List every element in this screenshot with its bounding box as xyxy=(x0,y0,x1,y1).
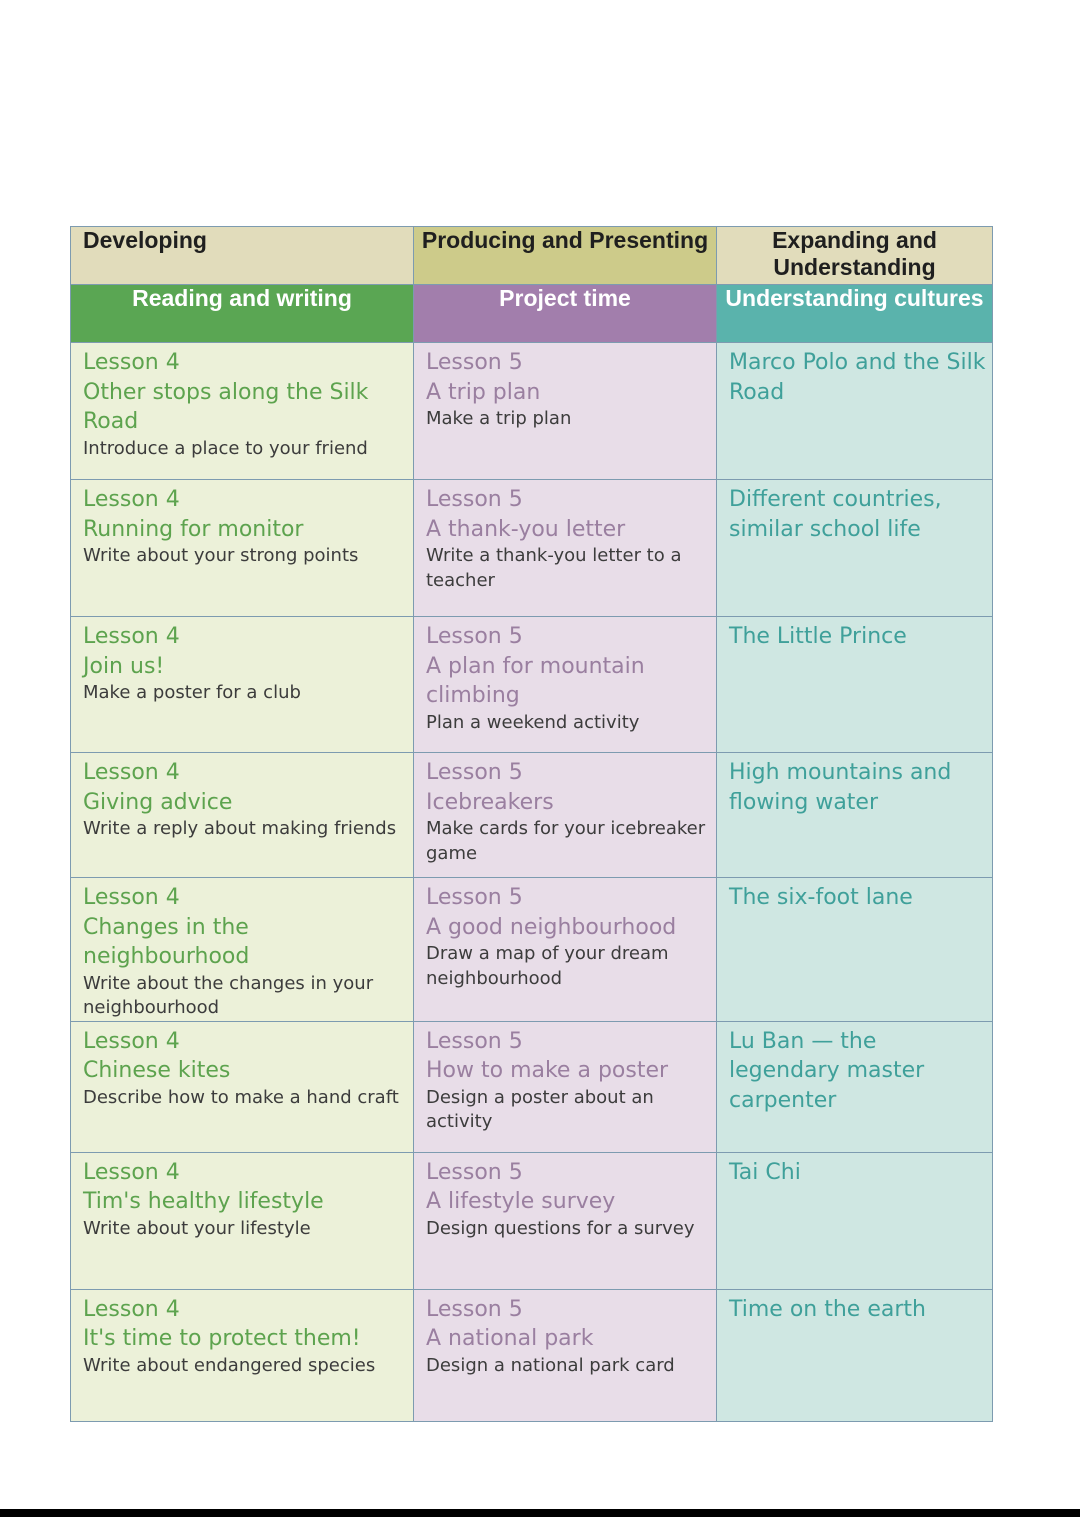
developing-cell xyxy=(71,1021,414,1152)
lesson-task: Write about your strong points xyxy=(83,545,359,566)
bottom-bar xyxy=(0,1509,1080,1517)
table-row xyxy=(71,1289,993,1421)
culture-title: High mountains and flowing water xyxy=(729,760,952,815)
contents-table xyxy=(70,226,993,1422)
culture-cell xyxy=(717,878,993,1022)
lesson-title: Join us! xyxy=(83,653,165,679)
lesson-number: Lesson 4 xyxy=(83,1028,180,1054)
lesson-number: Lesson 5 xyxy=(426,1159,523,1185)
project-cell xyxy=(414,480,717,617)
table-row xyxy=(71,617,993,753)
lesson-title: Icebreakers xyxy=(426,789,554,815)
culture-title: Lu Ban — the legendary master carpenter xyxy=(729,1028,925,1113)
culture-title: The Little Prince xyxy=(729,624,907,649)
lesson-number: Lesson 5 xyxy=(426,1028,523,1054)
header-expanding-understanding: Expanding and Understanding xyxy=(717,227,993,285)
lesson-title: A plan for mountain climbing xyxy=(426,653,645,708)
lesson-title: Other stops along the Silk Road xyxy=(83,379,369,434)
developing-cell xyxy=(71,480,414,617)
lesson-task: Design questions for a survey xyxy=(426,1217,695,1239)
culture-title: Marco Polo and the Silk Road xyxy=(729,350,986,405)
developing-cell xyxy=(71,617,414,753)
table-row xyxy=(71,1152,993,1289)
lesson-number: Lesson 5 xyxy=(426,350,523,375)
lesson-number: Lesson 4 xyxy=(83,885,180,910)
project-cell xyxy=(414,1021,717,1152)
lesson-task: Write a thank-you letter to a teacher xyxy=(426,545,682,591)
culture-title: The six-foot lane xyxy=(729,885,913,910)
lesson-task: Make cards for your icebreaker game xyxy=(426,818,706,864)
lesson-number: Lesson 4 xyxy=(83,1159,180,1185)
lesson-title: Running for monitor xyxy=(83,516,304,542)
lesson-title: Chinese kites xyxy=(83,1058,231,1083)
culture-title: Different countries, similar school life xyxy=(729,487,942,542)
project-cell xyxy=(414,1152,717,1289)
lesson-number: Lesson 5 xyxy=(426,885,523,910)
lesson-task: Write about the changes in your neighbourhood xyxy=(83,972,374,1018)
project-cell xyxy=(414,1289,717,1421)
lesson-number: Lesson 5 xyxy=(426,487,523,512)
header-developing: Developing xyxy=(71,227,414,285)
lesson-title: Changes in the neighbourhood xyxy=(83,914,250,969)
developing-cell xyxy=(71,753,414,878)
project-cell xyxy=(414,753,717,878)
subheader-reading-writing: Reading and writing xyxy=(71,285,414,343)
culture-cell xyxy=(717,753,993,878)
culture-cell xyxy=(717,1152,993,1289)
lesson-number: Lesson 5 xyxy=(426,760,523,785)
project-cell xyxy=(414,343,717,480)
lesson-task: Describe how to make a hand craft xyxy=(83,1086,399,1108)
developing-cell xyxy=(71,878,414,1022)
table-row xyxy=(71,343,993,480)
lesson-task: Design a national park card xyxy=(426,1354,675,1376)
lesson-number: Lesson 4 xyxy=(83,350,180,375)
lesson-task: Plan a weekend activity xyxy=(426,711,640,733)
lesson-title: A national park xyxy=(426,1326,594,1351)
subheader-understanding-cultures: Understanding cultures xyxy=(717,285,993,343)
lesson-task: Make a poster for a club xyxy=(83,682,301,703)
culture-cell xyxy=(717,1289,993,1421)
lesson-title: Tim's healthy lifestyle xyxy=(83,1189,324,1214)
table-row xyxy=(71,753,993,878)
developing-cell xyxy=(71,343,414,480)
subheader-row xyxy=(71,285,993,343)
lesson-title: A trip plan xyxy=(426,379,541,405)
culture-cell xyxy=(717,343,993,480)
table-row xyxy=(71,878,993,1022)
culture-cell xyxy=(717,617,993,753)
lesson-task: Write a reply about making friends xyxy=(83,818,397,839)
lesson-task: Write about your lifestyle xyxy=(83,1217,311,1239)
subheader-project-time: Project time xyxy=(414,285,717,343)
header-row xyxy=(71,227,993,285)
culture-title: Tai Chi xyxy=(729,1159,801,1185)
lesson-number: Lesson 5 xyxy=(426,624,523,649)
culture-cell xyxy=(717,1021,993,1152)
lesson-task: Draw a map of your dream neighbourhood xyxy=(426,943,669,989)
project-cell xyxy=(414,617,717,753)
lesson-number: Lesson 4 xyxy=(83,487,180,512)
culture-title: Time on the earth xyxy=(729,1296,926,1322)
lesson-title: Giving advice xyxy=(83,789,233,815)
lesson-title: A thank-you letter xyxy=(426,516,626,542)
lesson-number: Lesson 5 xyxy=(426,1296,523,1322)
developing-cell xyxy=(71,1152,414,1289)
lesson-task: Write about endangered species xyxy=(83,1354,376,1376)
lesson-number: Lesson 4 xyxy=(83,624,180,649)
lesson-number: Lesson 4 xyxy=(83,760,180,785)
lesson-task: Make a trip plan xyxy=(426,408,572,429)
lesson-task: Design a poster about an activity xyxy=(426,1086,654,1132)
table-row xyxy=(71,480,993,617)
lesson-title: A good neighbourhood xyxy=(426,914,677,940)
lesson-task: Introduce a place to your friend xyxy=(83,437,368,459)
lesson-number: Lesson 4 xyxy=(83,1296,180,1322)
lesson-title: A lifestyle survey xyxy=(426,1189,616,1214)
project-cell xyxy=(414,878,717,1022)
developing-cell xyxy=(71,1289,414,1421)
lesson-title: It's time to protect them! xyxy=(83,1326,361,1351)
header-producing-presenting: Producing and Presenting xyxy=(414,227,717,285)
culture-cell xyxy=(717,480,993,617)
table-row xyxy=(71,1021,993,1152)
lesson-title: How to make a poster xyxy=(426,1058,669,1083)
